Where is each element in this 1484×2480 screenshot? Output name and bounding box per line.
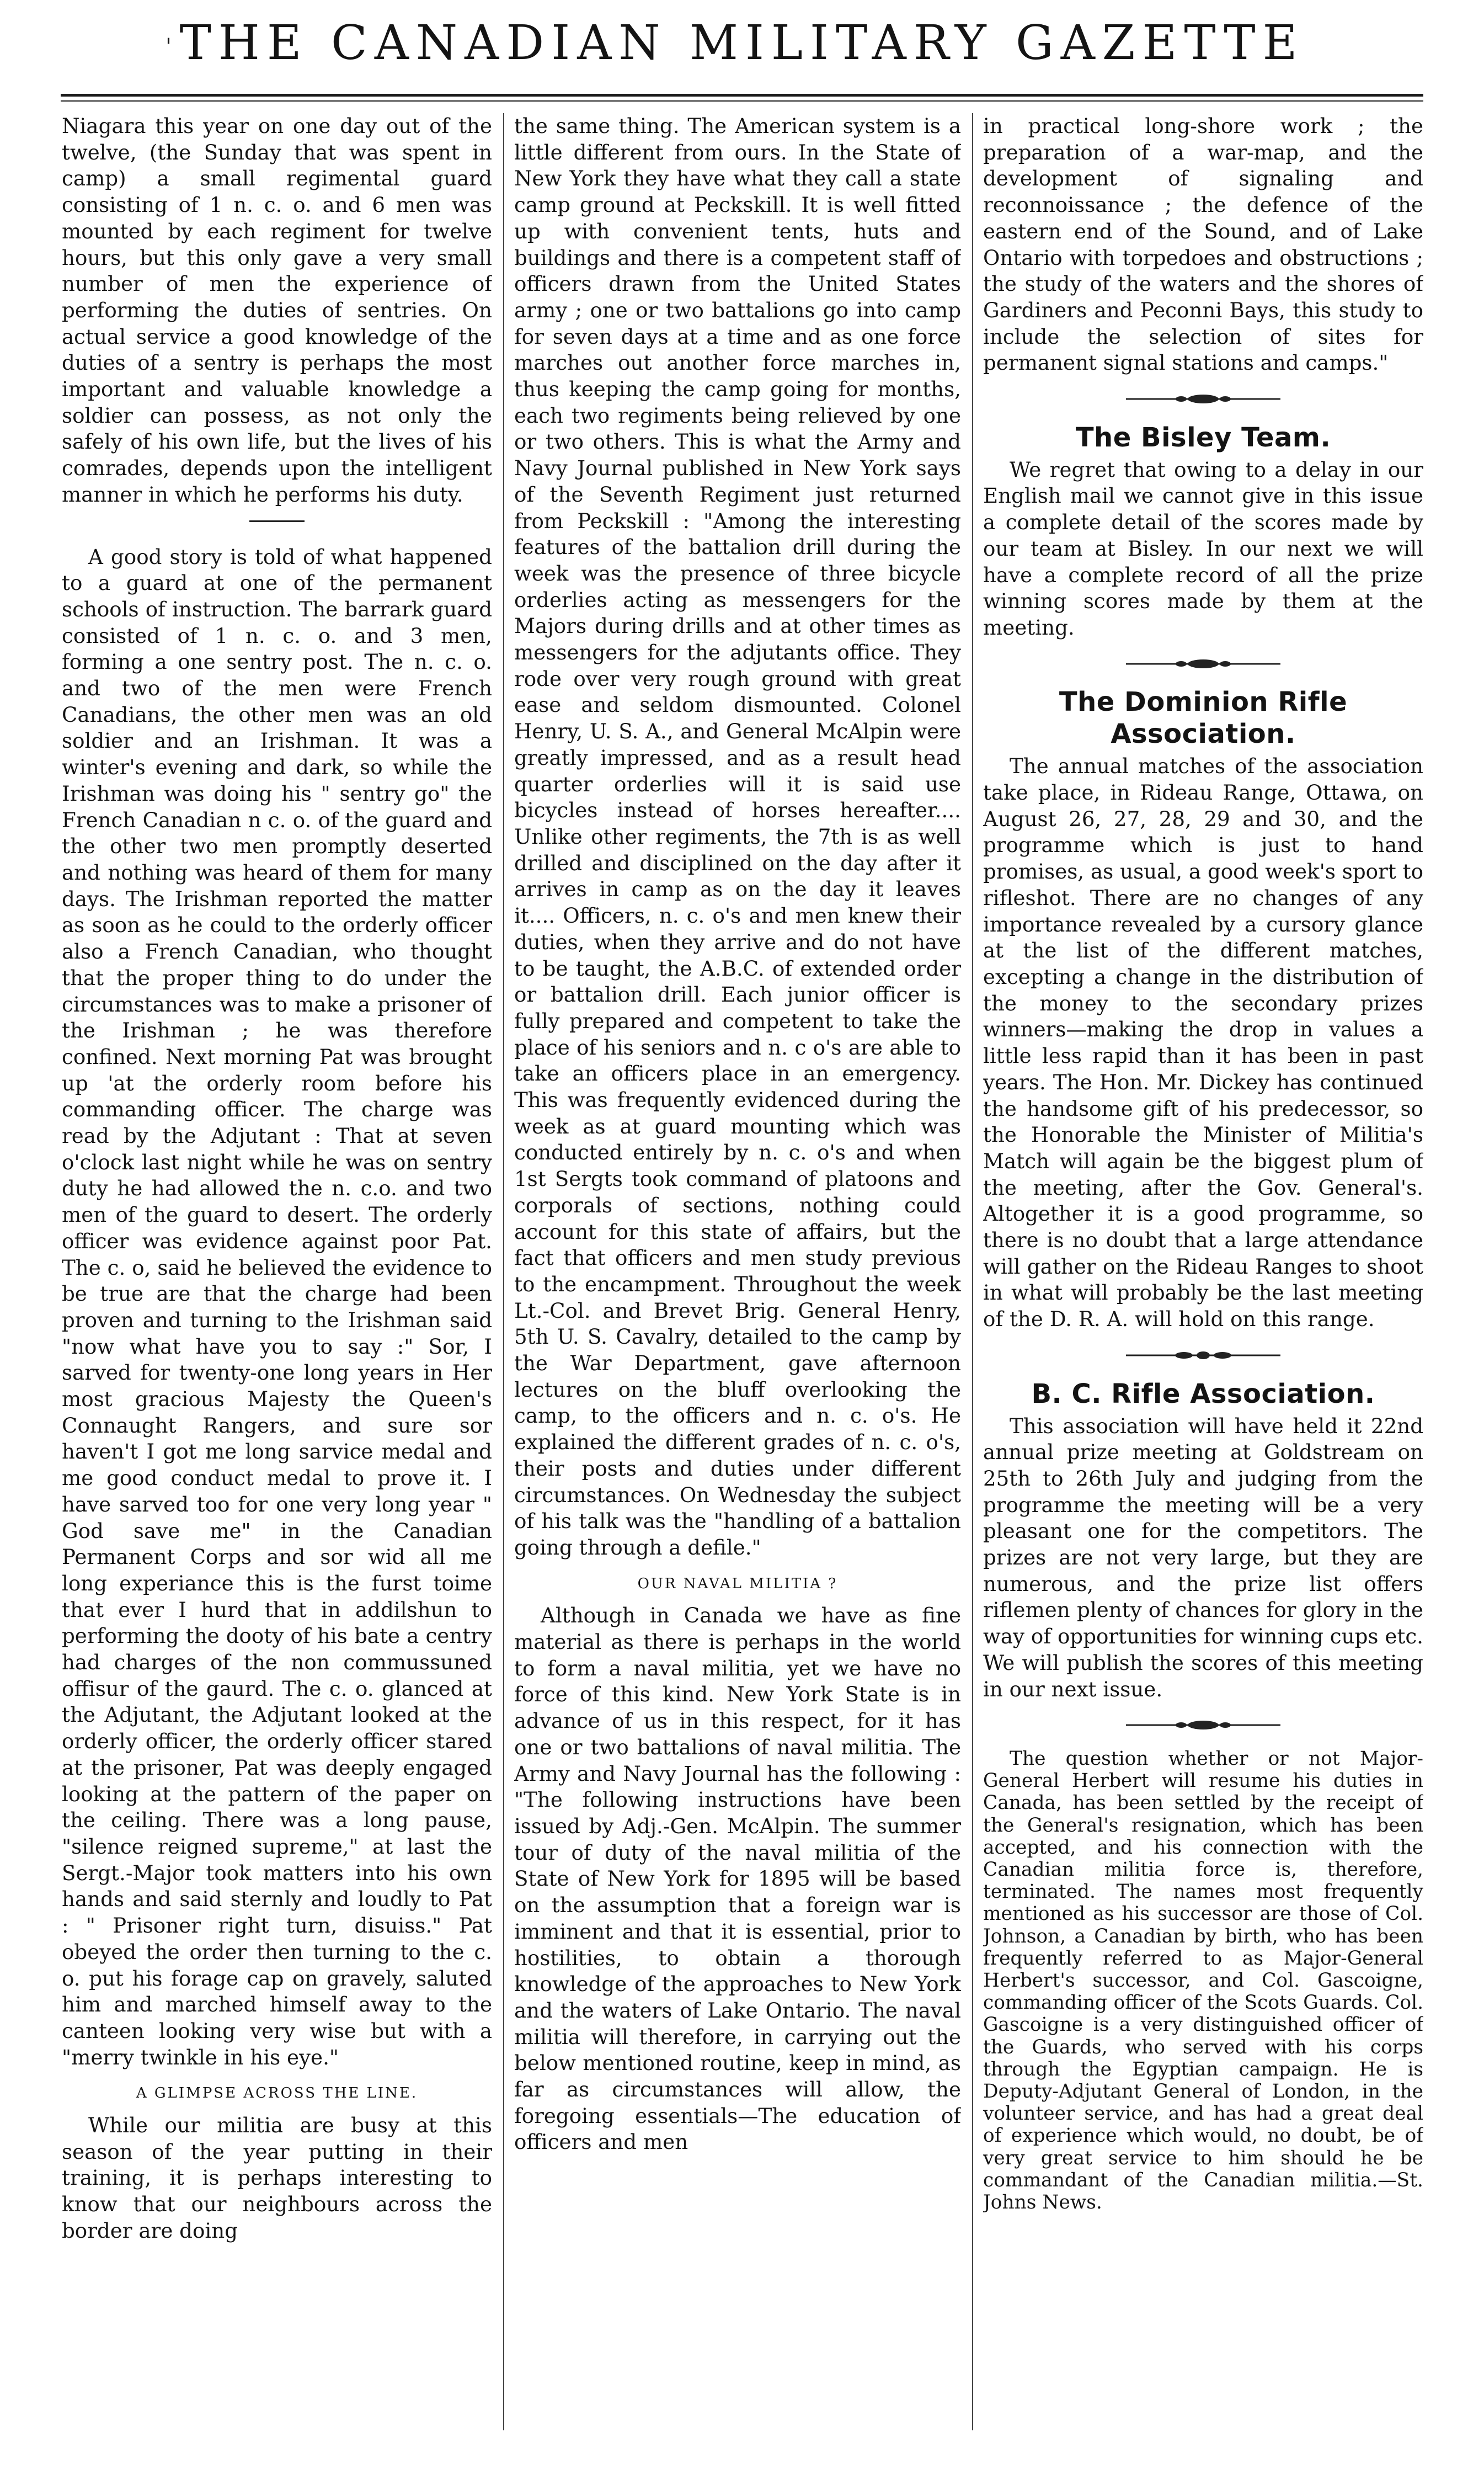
ornament-divider [983,1713,1423,1740]
ornament-divider [983,1344,1423,1370]
ornament-icon [1120,1350,1286,1361]
article-paragraph: This association will have held it 22nd annual prize meeting at Goldstream on 25th to 26th July and judging from the programme the meeting will be a very pleasant one for the competitors. The prizes are not very large, but they are numerous, and the prize list offers riflemen plenty of chances for glory in the way of opportunities for winning cups etc. We will publish the scores of this meeting in our next issue. [983,1413,1423,1701]
news-note: The question whether or not Major-General Herbert will resume his duties in Canada, has been settled by the receipt of the General's resignation, which has been accepted, and his connection with the Canadian militia force is, therefore, terminated. The names most frequently mentioned as his successor are those of Col. Johnson, a Canadian by birth, who has been frequently referred to as Major-General Herbert's successor, and Col. Gascoigne, commanding officer of the Scots Guards. Col. Gascoigne is a very distinguished officer of the Guards, who served with his corps through the Egyptian campaign. He is Deputy-Adjutant General of London, in the volunteer service, and has had a great deal of experience which would, no doubt, be of very great service to him should he be commandant of the Canadian militia.—St. Johns News. [983,1747,1423,2214]
masthead-title: THE CANADIAN MILITARY GAZETTE [179,15,1305,71]
ornament-icon [1120,1720,1286,1731]
article-paragraph: Although in Canada we have as fine material as there is perhaps in the world to form a naval militia, yet we have no force of this kind. New York State is in advance of us in this respect, for it has one or two battalions of naval militia. The Army and Navy Journal has the following : "The following instructions have been issued by Adj.-Gen. McAlpin. The summer tour of duty of the naval militia of the State of New York for 1895 will be based on the assumption that a foreign war is imminent and that it is essential, prior to hostilities, to obtain a thorough knowledge of the approaches to New York and the waters of Lake Ontario. The naval militia will therefore, in carrying out the below mentioned routine, keep in mind, as far as circumstances will allow, the foregoing essentials—The education of officers and men [514,1603,961,2154]
section-subheading: A GLIMPSE ACROSS THE LINE. [136,2085,418,2102]
dominion-rifle-association-heading: The Dominion Rifle Association. [1059,686,1348,750]
masthead [0,10,1484,93]
section-rule [249,520,305,522]
section-subheading: OUR NAVAL MILITIA ? [637,1575,838,1592]
column-3 [983,113,1423,2430]
bc-rifle-association-heading: B. C. Rifle Association. [1031,1378,1375,1409]
article-paragraph: in practical long-shore work ; the preparation of a war-map, and the development of signaling and reconnoissance ; the defence of the eastern end of the Sound, and of Lake Ontario with torpedoes and obstructions ; the study of the waters and the shores of Gardiners and Peconni Bays, this study to include the selection of sites for permanent signal stations and camps." [983,114,1423,375]
ornament-icon [1120,393,1286,405]
column-divider [503,113,504,2430]
masthead-rule-thin [61,100,1423,102]
ornament-divider [983,652,1423,679]
article-paragraph: While our militia are busy at this season of the year putting in their training, it is perhaps interesting to know that our neighbours across the border are doing [62,2113,492,2243]
article-paragraph: Niagara this year on one day out of the twelve, (the Sunday that was spent in camp) a small regimental guard consisting of 1 n. c. o. and 6 men was mounted by each regiment for twelve hours, but this only gave a very small number of men the experience of performing the duties of sentries. On actual service a good knowledge of the duties of a sentry is perhaps the most important and valuable knowledge a soldier can possess, as not only the safely of his own life, but the lives of his comrades, depends upon the intelligent manner in which he performs his duty. [62,114,492,507]
column-1 [62,113,492,2430]
masthead-left-mark: ' [166,34,172,60]
column-divider [972,113,973,2430]
article-paragraph: The annual matches of the association take place, in Rideau Range, Ottawa, on August 26, 27, 28, 29 and 30, and the programme which is just to hand promises, as usual, a good week's sport to rifleshot. There are no changes of any importance revealed by a cursory glance at the list of the different matches, excepting a change in the distribution of the money to the secondary prizes winners—making the drop in values a little less rapid than it has been in past years. The Hon. Mr. Dickey has continued the handsome gift of his predecessor, so the Honorable the Minister of Militia's Match will again be the biggest plum of the meeting, after the Gov. General's. Altogether it is a good programme, so there is no doubt that a large attendance will gather on the Rideau Ranges to shoot in what will probably be the last meeting of the D. R. A. will hold on this range. [983,754,1423,1332]
bisley-team-heading: The Bisley Team. [1075,422,1331,453]
column-2 [514,113,961,2430]
ornament-icon [1120,658,1286,669]
article-paragraph: We regret that owing to a delay in our English mail we cannot give in this issue a complete detail of the scores made by our team at Bisley. In our next we will have a complete record of all the prize winning scores made by them at the meeting. [983,457,1423,640]
ornament-divider [983,387,1423,414]
article-paragraph: A good story is told of what happened to a guard at one of the permanent schools of instruction. The barrark guard consisted of 1 n. c. o. and 3 men, forming a one sentry post. The n. c. o. and two of the men were French Canadians, the other men was an old soldier and an Irishman. It was a winter's evening and dark, so while the Irishman was doing his " sentry go" the French Canadian n c. o. of the guard and the other two men promptly deserted and nothing was heard of them for many days. The Irishman reported the matter as soon as he could to the orderly officer also a French Canadian, who thought that the proper thing to do under the circumstances was to make a prisoner of the Irishman ; he was therefore confined. Next morning Pat was brought up 'at the orderly room before his commanding officer. The charge was read by the Adjutant : That at seven o'clock last night while he was on sentry duty he had allowed the n. c.o. and two men of the guard to desert. The orderly officer was evidence against poor Pat. The c. o, said he believed the evidence to be true are that the charge had been proven and turning to the Irishman said "now what have you to say :" Sor, I sarved for twenty-one long years in Her most gracious Majesty the Queen's Connaught Rangers, and sure sor haven't I got me long sarvice medal and me good conduct medal to prove it. I have sarved too for one very long year " God save me" in the Canadian Permanent Corps and sor wid all me long experiance this is the furst toime that ever I hurd that in addilshun to performing the dooty of his bate a centry had charges of the non commussuned offisur of the gaurd. The c. o. glanced at the Adjutant, the Adjutant looked at the orderly officer, the orderly officer stared at the prisoner, Pat was deeply engaged looking at the pattern of the paper on the ceiling. There was a long pause, "silence reigned supreme," at last the Sergt.-Major took matters into his own hands and said sternly and loudly to Pat : " Prisoner right turn, disuiss." Pat obeyed the order then turning to the c. o. put his forage cap on gravely, saluted him and marched himself away to the canteen looking very wise but with a "merry twinkle in his eye." [62,544,492,2069]
article-paragraph: the same thing. The American system is a little different from ours. In the State of New York they have what they call a state camp ground at Peckskill. It is well fitted up with convenient tents, huts and buildings and there is a competent staff of officers drawn from the United States army ; one or two battalions go into camp for seven days at a time and as one force marches out another force marches in, thus keeping the camp going for months, each two regiments being relieved by one or two others. This is what the Army and Navy Journal published in New York says of the Seventh Regiment just returned from Peckskill : "Among the interesting features of the battalion drill during the week was the presence of three bicycle orderlies acting as messengers for the Majors during drills and at other times as messengers for the adjutants office. They rode over very rough ground with great ease and seldom dismounted. Colonel Henry, U. S. A., and General McAlpin were greatly impressed, and as a result head quarter orderlies will it is said use bicycles instead of horses hereafter.... Unlike other regiments, the 7th is as well drilled and disciplined on the day after it arrives in camp as on the day it leaves it.... Officers, n. c. o's and men knew their duties, when they arrive and do not have to be taught, the A.B.C. of extended order or battalion drill. Each junior officer is fully prepared and competent to take the place of his seniors and n. c o's are able to take an officers place in an emergency. This was frequently evidenced during the week as at guard mounting which was conducted entirely by n. c. o's and when 1st Sergts took command of platoons and corporals of sections, nothing could account for this state of affairs, but the fact that officers and men study previous to the encampment. Throughout the week Lt.-Col. and Brevet Brig. General Henry, 5th U. S. Cavalry, detailed to the camp by the War Department, gave afternoon lectures on the bluff overlooking the camp, to the officers and n. c. o's. He explained the different grades of n. c. o's, their posts and duties under different circumstances. On Wednesday the subject of his talk was the "handling of a battalion going through a defile." [514,114,961,1560]
masthead-rule [61,94,1423,97]
